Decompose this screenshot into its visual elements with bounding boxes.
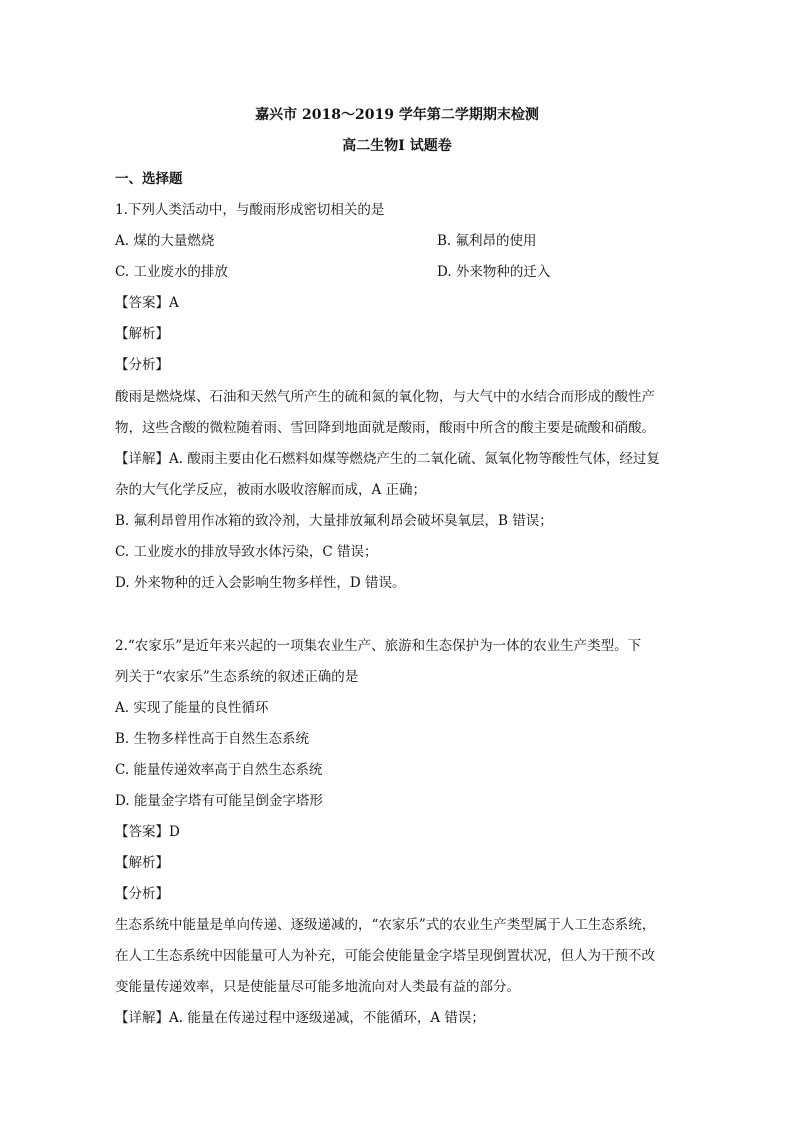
q2-fenxi-line: 在人工生态系统中因能量可人为补充，可能会使能量金字塔呈现倒置状况，但人为干预不改: [115, 948, 655, 964]
q2-stem-line: 2.“农家乐”是近年来兴起的一项集农业生产、旅游和生态保护为一体的农业生产类型。下: [115, 638, 642, 654]
document-title: 嘉兴市 2018～2019 学年第二学期期末检测: [255, 107, 539, 123]
q1-detail-line: B. 氟利昂曾用作冰箱的致冷剂，大量排放氟利昂会破坏臭氧层，B 错误；: [115, 513, 553, 529]
q1-option-d: D. 外来物种的迁入: [437, 264, 551, 280]
q1-option-c: C. 工业废水的排放: [115, 264, 228, 280]
q2-fenxi-line: 变能量传递效率，只是使能量尽可能多地流向对人类最有益的部分。: [115, 979, 520, 995]
q2-detail-line: 【详解】A. 能量在传递过程中逐级递减，不能循环，A 错误；: [115, 1010, 485, 1026]
q2-fenxi-label: 【分析】: [115, 886, 169, 902]
q2-option-c: C. 能量传递效率高于自然生态系统: [115, 762, 323, 778]
q1-option-a: A. 煤的大量燃烧: [115, 233, 215, 249]
q2-option-a: A. 实现了能量的良性循环: [115, 700, 269, 716]
q2-option-d: D. 能量金字塔有可能呈倒金字塔形: [115, 793, 323, 809]
q1-analysis-label: 【解析】: [115, 326, 169, 342]
q1-detail-line: 杂的大气化学反应，被雨水吸收溶解而成，A 正确；: [115, 482, 427, 498]
q1-answer: 【答案】A: [115, 295, 179, 311]
q2-answer: 【答案】D: [115, 824, 180, 840]
q2-analysis-label: 【解析】: [115, 855, 169, 871]
q2-option-b: B. 生物多样性高于自然生态系统: [115, 731, 310, 747]
section-heading: 一、选择题: [115, 171, 183, 187]
q1-stem: 1.下列人类活动中，与酸雨形成密切相关的是: [115, 202, 385, 218]
document-subtitle: 高二生物Ⅰ 试题卷: [342, 138, 452, 154]
q1-detail-line: D. 外来物种的迁入会影响生物多样性，D 错误。: [115, 575, 406, 591]
q2-stem-line: 列关于“农家乐”生态系统的叙述正确的是: [115, 669, 359, 685]
q1-detail-line: C. 工业废水的排放导致水体污染，C 错误；: [115, 544, 378, 560]
q1-detail-line: 【详解】A. 酸雨主要由化石燃料如煤等燃烧产生的二氧化硫、氮氧化物等酸性气体，经过复: [115, 451, 660, 467]
q1-fenxi-line: 物，这些含酸的微粒随着雨、雪回降到地面就是酸雨，酸雨中所含的酸主要是硫酸和硝酸。: [115, 420, 655, 436]
q1-fenxi-line: 酸雨是燃烧煤、石油和天然气所产生的硫和氮的氧化物，与大气中的水结合而形成的酸性产: [115, 389, 655, 405]
q1-option-b: B. 氟利昂的使用: [437, 233, 537, 249]
q1-fenxi-label: 【分析】: [115, 357, 169, 373]
q2-fenxi-line: 生态系统中能量是单向传递、逐级递减的，“农家乐”式的农业生产类型属于人工生态系统，: [115, 917, 656, 933]
